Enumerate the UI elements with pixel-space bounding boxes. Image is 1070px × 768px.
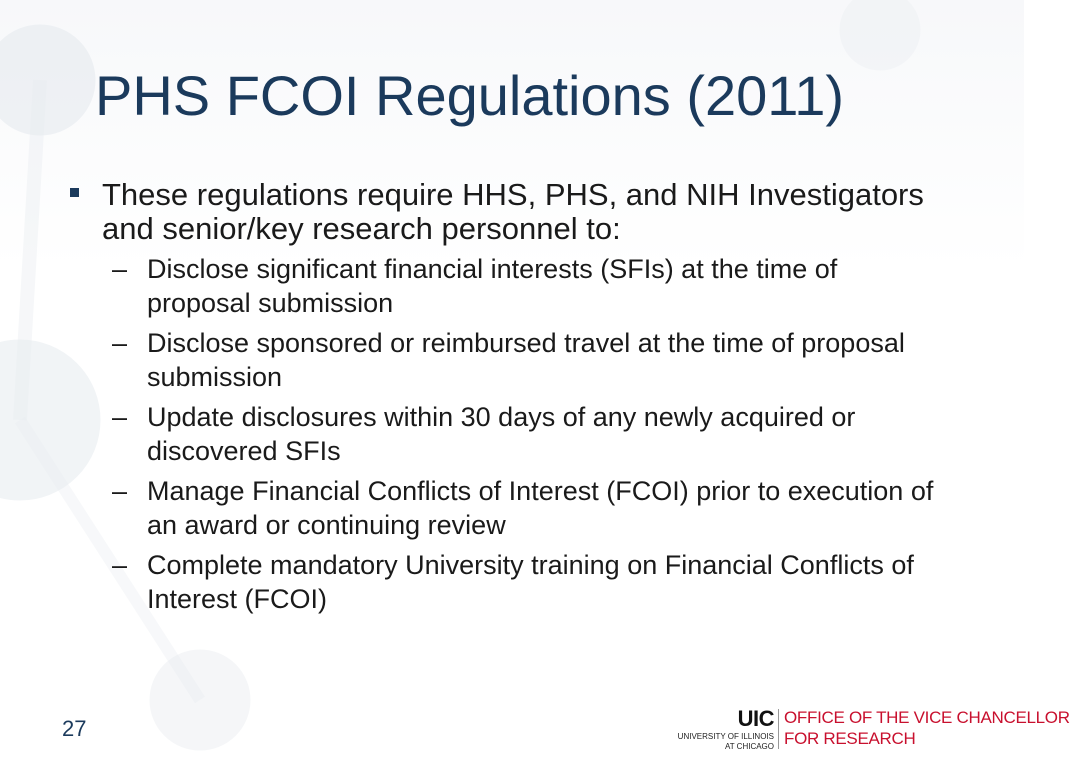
sub-bullet-item [60,474,947,542]
sub-bullet-text: Update disclosures within 30 days of any newly acquired or discovered SFIs [147,402,856,466]
dash-icon: – [112,476,128,506]
sub-bullet-item [60,548,947,616]
logo-divider [778,709,779,749]
sub-bullet-item [60,252,947,320]
sub-bullet-item [60,400,947,468]
dash-icon: – [112,402,128,432]
bullet-item [60,178,960,246]
uic-logo-subtitle-2: AT CHICAGO [724,742,774,751]
bullet-text: These regulations require HHS, PHS, and NIH Investigators and senior/key research personnel to: [102,177,924,246]
office-name-line-2: FOR RESEARCH [784,729,916,748]
dash-icon: – [112,550,128,580]
sub-bullet-text: Complete mandatory University training on Financial Conflicts of Interest (FCOI) [147,550,914,614]
uic-logo-subtitle-1: UNIVERSITY OF ILLINOIS [677,732,774,741]
square-bullet-icon [70,188,79,197]
sub-bullet-text: Disclose sponsored or reimbursed travel at the time of proposal submission [147,328,905,392]
page-number: 27 [62,716,87,741]
sub-bullet-text: Disclose significant financial interests (SFIs) at the time of proposal submission [147,254,838,318]
office-name-line-1: OFFICE OF THE VICE CHANCELLOR [784,708,1070,727]
dash-icon: – [112,254,128,284]
bullet-list [60,178,960,616]
uic-ovcr-logo [664,706,1070,754]
sub-bullet-text: Manage Financial Conflicts of Interest (FCOI) prior to execution of an award or continuing review [147,476,934,540]
uic-logo-mark: UIC [737,706,774,731]
sub-bullet-item [60,326,947,394]
slide-title: PHS FCOI Regulations (2011) [95,64,845,127]
dash-icon: – [112,328,128,358]
